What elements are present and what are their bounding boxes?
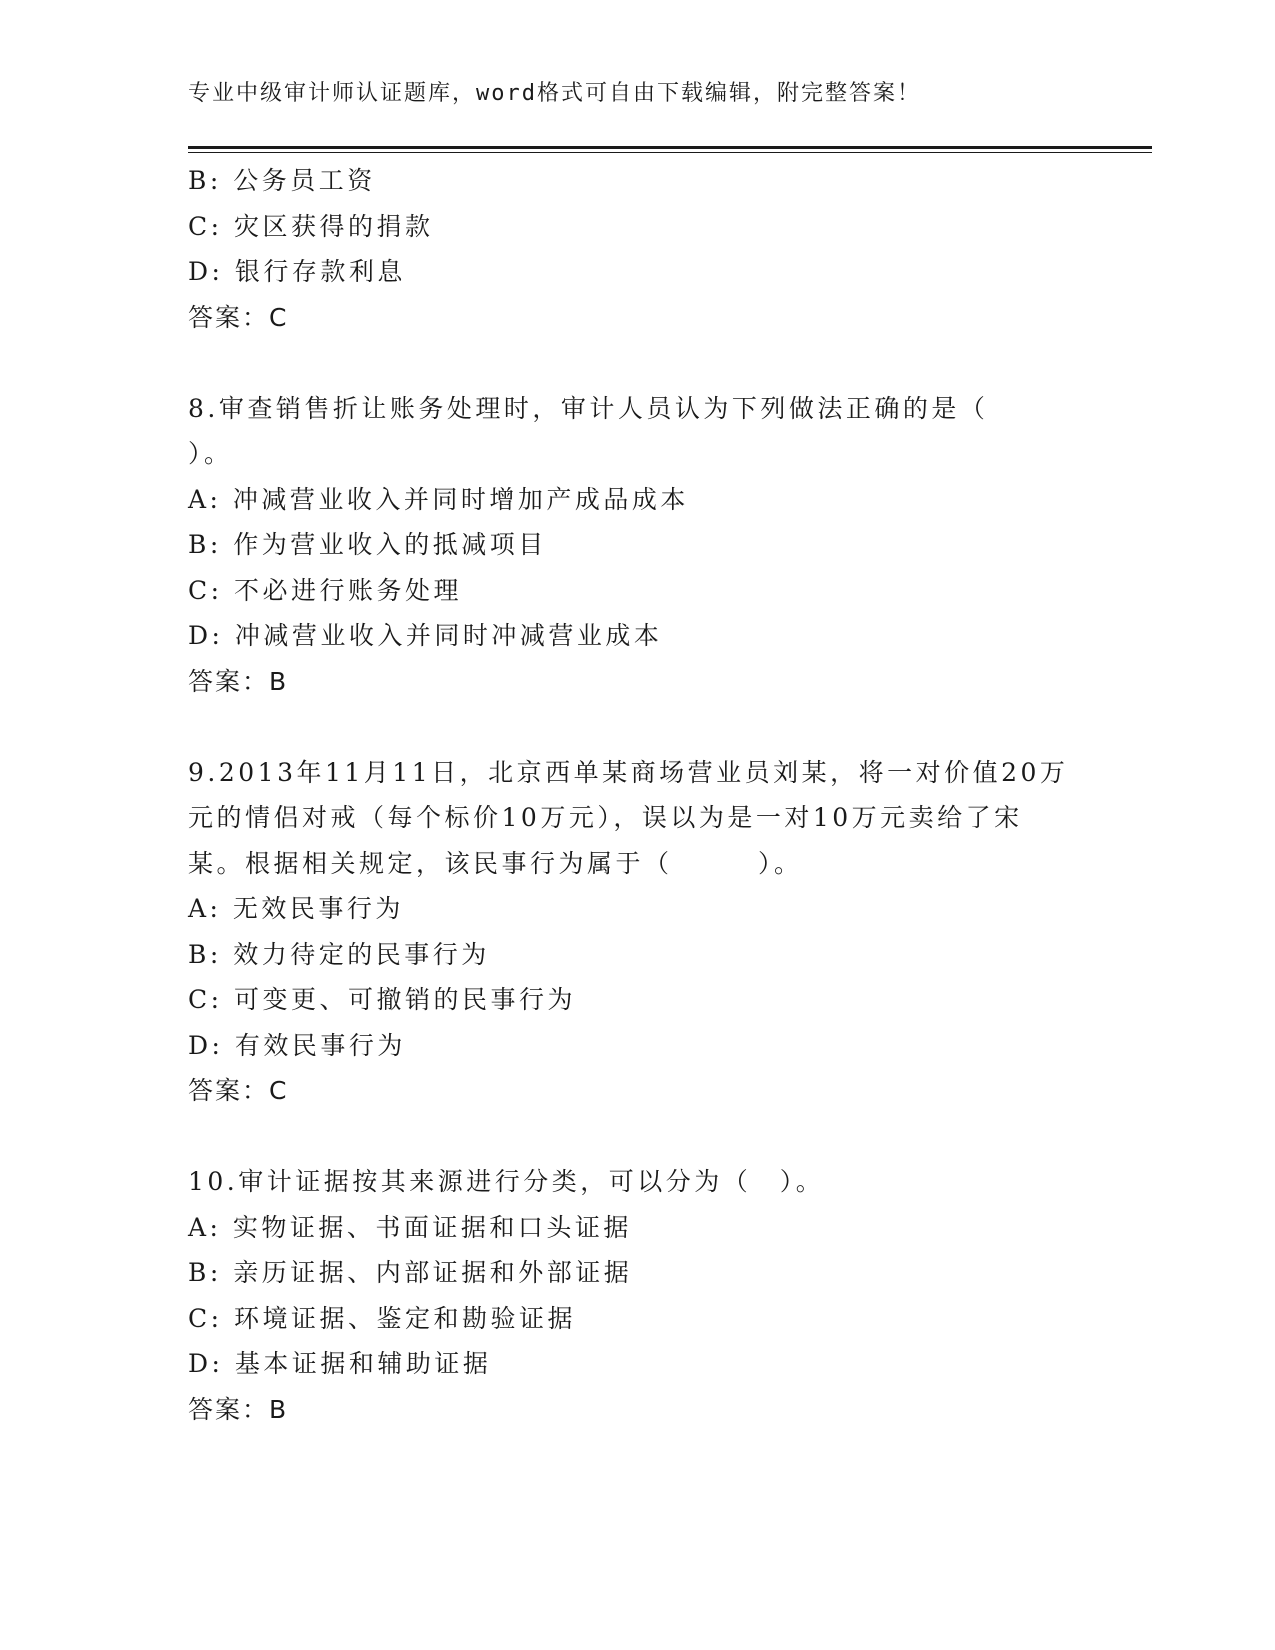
question-stem-line: 某。根据相关规定，该民事行为属于（ ）。 xyxy=(188,848,803,878)
option-b: B: 亲历证据、内部证据和外部证据 xyxy=(188,1258,633,1287)
question-8-block xyxy=(188,386,1088,705)
spacer xyxy=(188,1114,1088,1160)
option-b: B: 效力待定的民事行为 xyxy=(188,939,490,969)
option-c: C: 可变更、可撤销的民事行为 xyxy=(188,985,576,1014)
option-a: A: 实物证据、书面证据和口头证据 xyxy=(188,1212,632,1242)
option-d: D: 基本证据和辅助证据 xyxy=(188,1349,492,1378)
answer-line: 答案：B xyxy=(188,666,289,696)
question-stem-line: 元的情侣对戒（每个标价10万元），误以为是一对10万元卖给了宋 xyxy=(188,803,1023,832)
answer-line: 答案：B xyxy=(188,1394,289,1424)
option-a: A: 冲减营业收入并同时增加产成品成本 xyxy=(188,484,689,514)
answer-line: 答案：C xyxy=(188,302,289,332)
question-stem-line: 9.2013年11月11日，北京西单某商场营业员刘某，将一对价值20万 xyxy=(188,757,1069,787)
question-9-block xyxy=(188,750,1088,1114)
option-c: C: 环境证据、鉴定和勘验证据 xyxy=(188,1303,576,1333)
header-rule-thin xyxy=(188,152,1152,153)
spacer xyxy=(188,704,1088,750)
option-a: A: 无效民事行为 xyxy=(188,894,404,923)
option-d: D: 冲减营业收入并同时冲减营业成本 xyxy=(188,621,663,650)
option-b: B: 作为营业收入的抵减项目 xyxy=(188,530,547,559)
option-d: D: 银行存款利息 xyxy=(188,257,406,286)
option-b: B: 公务员工资 xyxy=(188,166,376,195)
question-list xyxy=(188,158,1088,1432)
question-7-block xyxy=(188,158,1088,340)
question-stem-line: 10.审计证据按其来源进行分类，可以分为（ ）。 xyxy=(188,1167,825,1196)
question-stem-line: 8.审查销售折让账务处理时，审计人员认为下列做法正确的是（ xyxy=(188,393,989,423)
header-rule-thick xyxy=(188,146,1152,149)
option-c: C: 不必进行账务处理 xyxy=(188,575,462,605)
option-c: C: 灾区获得的捐款 xyxy=(188,211,434,241)
option-d: D: 有效民事行为 xyxy=(188,1030,406,1060)
spacer xyxy=(188,340,1088,386)
answer-line: 答案：C xyxy=(188,1076,289,1105)
question-stem-line: ）。 xyxy=(188,439,233,468)
question-10-block xyxy=(188,1159,1088,1432)
page-header: 专业中级审计师认证题库，word格式可自由下载编辑，附完整答案！ xyxy=(188,81,921,106)
